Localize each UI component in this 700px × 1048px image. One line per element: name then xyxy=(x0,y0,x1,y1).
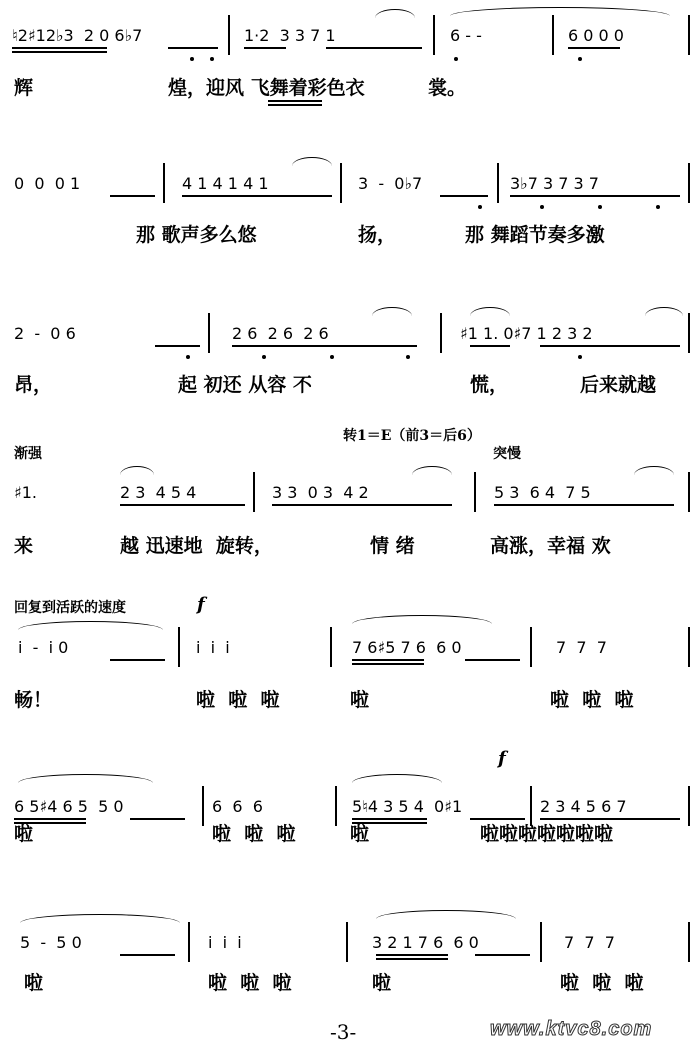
measure-2-1: 0 0 0 1 xyxy=(14,173,81,193)
measure-7-4: 7 7 7 xyxy=(564,932,615,952)
dynamic-forte: f xyxy=(197,594,205,615)
key-change-label: 转1＝E（前3＝后6） xyxy=(343,428,481,444)
lyric: 啦 xyxy=(24,972,44,994)
barline xyxy=(530,627,532,667)
measure-3-1: 2 - 0 6 xyxy=(14,323,76,343)
lyric: 啦 xyxy=(372,972,392,994)
lyric-line-3 xyxy=(0,370,700,400)
measure-2-3: 3 - 0♭7 xyxy=(358,173,423,193)
watermark-logo xyxy=(490,1018,695,1044)
beam-underline xyxy=(376,954,448,956)
low-octave-dot xyxy=(656,205,660,209)
barline xyxy=(433,15,435,55)
low-octave-dot xyxy=(540,205,544,209)
measure-1-4: 6 0 0 0 xyxy=(568,25,624,45)
slur-mark xyxy=(352,615,492,624)
measure-3-2: 2 6 2 6 2 6 xyxy=(232,323,329,343)
barline xyxy=(253,472,255,512)
lyric-line-1 xyxy=(0,73,700,103)
barline xyxy=(688,472,690,512)
measure-7-2: i i i xyxy=(208,932,242,952)
lyric: 啦 啦 啦 xyxy=(560,972,644,994)
slur-mark xyxy=(372,307,412,316)
beam-underline xyxy=(440,195,488,197)
barline xyxy=(188,922,190,962)
lyric-line-5 xyxy=(0,685,700,715)
beam-underline xyxy=(376,958,448,960)
low-octave-dot xyxy=(578,57,582,61)
lyric: 昂， xyxy=(14,374,53,396)
slur-mark xyxy=(352,774,442,783)
barline xyxy=(497,163,499,203)
beam-underline xyxy=(168,47,218,49)
measure-4-1: ♯1. xyxy=(14,482,38,502)
barline xyxy=(688,163,690,203)
measure-2-2: 4 1 4 1 4 1 xyxy=(182,173,269,193)
lyric: 啦啦啦啦啦啦啦 xyxy=(480,823,614,845)
barline xyxy=(340,163,342,203)
beam-underline xyxy=(12,47,107,49)
measure-7-3: 3 2 1 7 6 6 0 xyxy=(372,932,479,952)
beam-underline xyxy=(465,659,520,661)
beam-underline xyxy=(120,504,245,506)
barline xyxy=(688,15,690,55)
lyric: 越 迅速地 旋转， xyxy=(120,535,273,557)
beam-underline xyxy=(12,51,107,53)
slur-mark xyxy=(375,9,415,18)
low-octave-dot xyxy=(454,57,458,61)
beam-underline xyxy=(494,504,674,506)
beam-underline xyxy=(475,954,530,956)
lyric: 啦 啦 啦 xyxy=(208,972,292,994)
measure-5-4: 7 7 7 xyxy=(556,637,607,657)
measure-5-2: i i i xyxy=(196,637,230,657)
slur-mark xyxy=(120,466,154,475)
beam-underline xyxy=(232,345,417,347)
tempo-return-marking: 回复到活跃的速度 xyxy=(14,600,126,616)
watermark-text: www.ktvc8.com xyxy=(490,1018,653,1040)
lyric: 来 xyxy=(14,535,34,557)
lyric: 那 歌声多么悠 xyxy=(136,224,257,246)
beam-underline xyxy=(110,195,155,197)
tie-mark xyxy=(18,621,163,630)
barline xyxy=(330,627,332,667)
beam-underline xyxy=(352,663,424,665)
slur-mark xyxy=(18,774,153,783)
lyric-line-4 xyxy=(0,531,700,561)
lyric-line-6 xyxy=(0,819,700,849)
measure-6-2: 6 6 6 xyxy=(212,796,263,816)
measure-5-1: i - i 0 xyxy=(18,637,69,657)
barline xyxy=(552,15,554,55)
barline xyxy=(474,472,476,512)
low-octave-dot xyxy=(262,355,266,359)
measure-4-4: 5 3 6 4 7 5 xyxy=(494,482,591,502)
slur-mark xyxy=(645,307,683,316)
low-octave-dot xyxy=(330,355,334,359)
lyric-underline xyxy=(268,104,322,106)
beam-underline xyxy=(272,504,452,506)
tie-mark xyxy=(20,914,180,923)
measure-6-4: 2 3 4 5 6 7 xyxy=(540,796,627,816)
measure-1-1: ♮2♯12♭3 2 0 6♭7 xyxy=(12,25,143,45)
measure-5-3: 7 6♯5 7 6 6 0 xyxy=(352,637,462,657)
lyric: 啦 啦 啦 xyxy=(212,823,296,845)
measure-4-3: 3 3 0 3 4 2 xyxy=(272,482,369,502)
low-octave-dot xyxy=(478,205,482,209)
lyric: 起 初还 从容 不 xyxy=(178,374,312,396)
lyric: 情 绪 xyxy=(370,535,415,557)
barline xyxy=(540,922,542,962)
crescendo-marking: 渐强 xyxy=(14,446,42,462)
barline xyxy=(440,313,442,353)
measure-6-1: 6 5♯4 6 5 5 0 xyxy=(14,796,124,816)
lyric-underline xyxy=(268,100,322,102)
tie-mark xyxy=(450,7,670,16)
barline xyxy=(228,15,230,55)
lyric: 高涨，幸福 欢 xyxy=(490,535,611,557)
low-octave-dot xyxy=(598,205,602,209)
low-octave-dot xyxy=(406,355,410,359)
lyric: 啦 啦 啦 xyxy=(196,689,280,711)
lyric-line-2 xyxy=(0,220,700,250)
lyric: 啦 xyxy=(350,823,370,845)
barline xyxy=(688,627,690,667)
low-octave-dot xyxy=(190,57,194,61)
beam-underline xyxy=(326,47,422,49)
lyric: 畅！ xyxy=(14,689,53,711)
beam-underline xyxy=(110,659,165,661)
slur-mark xyxy=(376,910,516,919)
beam-underline xyxy=(352,659,424,661)
beam-underline xyxy=(155,345,200,347)
measure-2-4: 3♭7 3 7 3 7 xyxy=(510,173,599,193)
lyric: 扬， xyxy=(358,224,397,246)
beam-underline xyxy=(510,195,680,197)
barline xyxy=(688,313,690,353)
dynamic-forte: f xyxy=(498,748,506,769)
low-octave-dot xyxy=(578,355,582,359)
measure-1-2: 1·2 3 3 7 1 xyxy=(244,25,336,45)
tempo-sudden-slow: 突慢 xyxy=(493,446,521,462)
measure-4-2: 2 3 4 5 4 xyxy=(120,482,197,502)
barline xyxy=(163,163,165,203)
lyric-line-7 xyxy=(0,968,700,998)
low-octave-dot xyxy=(210,57,214,61)
lyric: 裳。 xyxy=(428,77,467,99)
beam-underline xyxy=(120,954,175,956)
low-octave-dot xyxy=(186,355,190,359)
measure-7-1: 5 - 5 0 xyxy=(20,932,82,952)
measure-1-3: 6 - - xyxy=(450,25,487,45)
page-number: -3- xyxy=(330,1020,357,1044)
slur-mark xyxy=(412,466,452,475)
lyric: 啦 xyxy=(14,823,34,845)
beam-underline xyxy=(244,47,286,49)
barline xyxy=(688,922,690,962)
lyric: 煌，迎风 飞舞着彩色衣 xyxy=(168,77,365,99)
measure-6-3: 5♮4 3 5 4 0♯1 xyxy=(352,796,463,816)
beam-underline xyxy=(568,47,620,49)
measure-3-3: ♯1 1. 0♯7 1 2 3 2 xyxy=(460,323,593,343)
slur-mark xyxy=(634,466,674,475)
beam-underline xyxy=(182,195,332,197)
lyric: 那 舞蹈节奏多激 xyxy=(465,224,605,246)
barline xyxy=(346,922,348,962)
lyric: 啦 xyxy=(350,689,370,711)
lyric: 啦 啦 啦 xyxy=(550,689,634,711)
slur-mark xyxy=(470,307,510,316)
barline xyxy=(208,313,210,353)
lyric: 辉 xyxy=(14,77,34,99)
lyric: 后来就越 xyxy=(580,374,657,396)
beam-underline xyxy=(470,345,510,347)
barline xyxy=(178,627,180,667)
slur-mark xyxy=(292,157,332,166)
beam-underline xyxy=(540,345,680,347)
lyric: 慌， xyxy=(470,374,509,396)
